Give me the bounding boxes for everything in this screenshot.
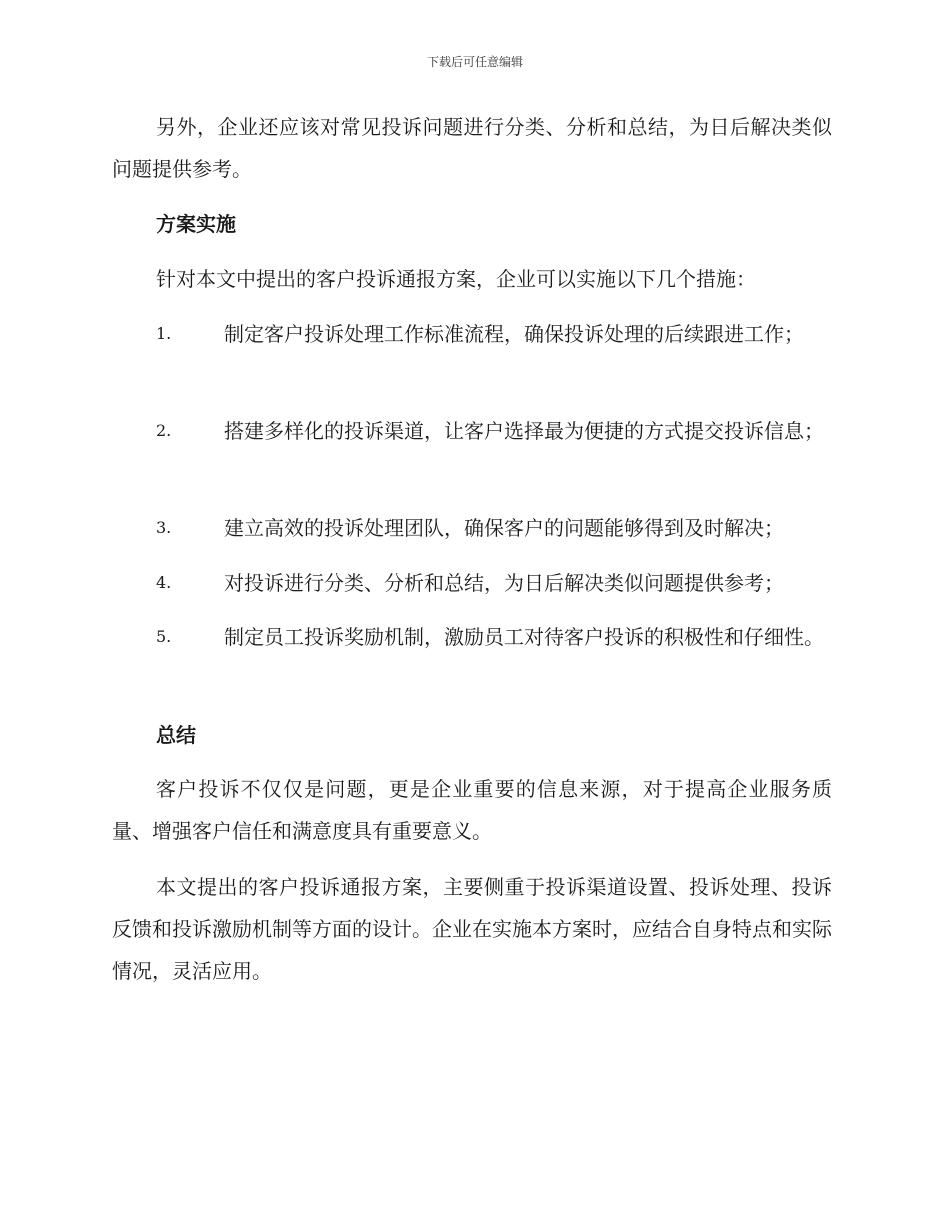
list-item-number: 5. (156, 627, 172, 646)
list-item-text: 制定客户投诉处理工作标准流程，确保投诉处理的后续跟进工作； (224, 322, 804, 346)
list-item-number: 4. (156, 573, 172, 592)
list-item (112, 616, 832, 658)
implementation-lead-paragraph: 针对本文中提出的客户投诉通报方案，企业可以实施以下几个措施： (156, 267, 756, 291)
list-item-number: 2. (156, 421, 172, 440)
list-item (112, 410, 832, 452)
list-item-text: 搭建多样化的投诉渠道，让客户选择最为便捷的方式提交投诉信息； (224, 419, 824, 443)
section-heading-summary: 总结 (156, 723, 196, 747)
list-item-number: 1. (156, 324, 172, 343)
list-item-text: 建立高效的投诉处理团队，确保客户的问题能够得到及时解决； (224, 516, 784, 540)
list-item-number: 3. (156, 518, 172, 537)
list-item-text: 对投诉进行分类、分析和总结，为日后解决类似问题提供参考； (224, 571, 784, 595)
intro-paragraph: 另外，企业还应该对常见投诉问题进行分类、分析和总结，为日后解决类似问题提供参考。 (112, 115, 832, 181)
summary-paragraph: 客户投诉不仅仅是问题，更是企业重要的信息来源，对于提高企业服务质量、增强客户信任和满意度具有重要意义。 (112, 777, 832, 843)
section-heading-implementation: 方案实施 (156, 212, 236, 236)
list-item (112, 313, 832, 355)
list-item-text: 制定员工投诉奖励机制，激励员工对待客户投诉的积极性和仔细性。 (224, 625, 824, 649)
page-header: 下载后可任意编辑 (426, 55, 523, 69)
summary-paragraph: 本文提出的客户投诉通报方案，主要侧重于投诉渠道设置、投诉处理、投诉反馈和投诉激励机制等方面的设计。企业在实施本方案时，应结合自身特点和实际情况，灵活应用。 (112, 875, 832, 983)
list-item (112, 562, 832, 604)
list-item (112, 507, 832, 549)
